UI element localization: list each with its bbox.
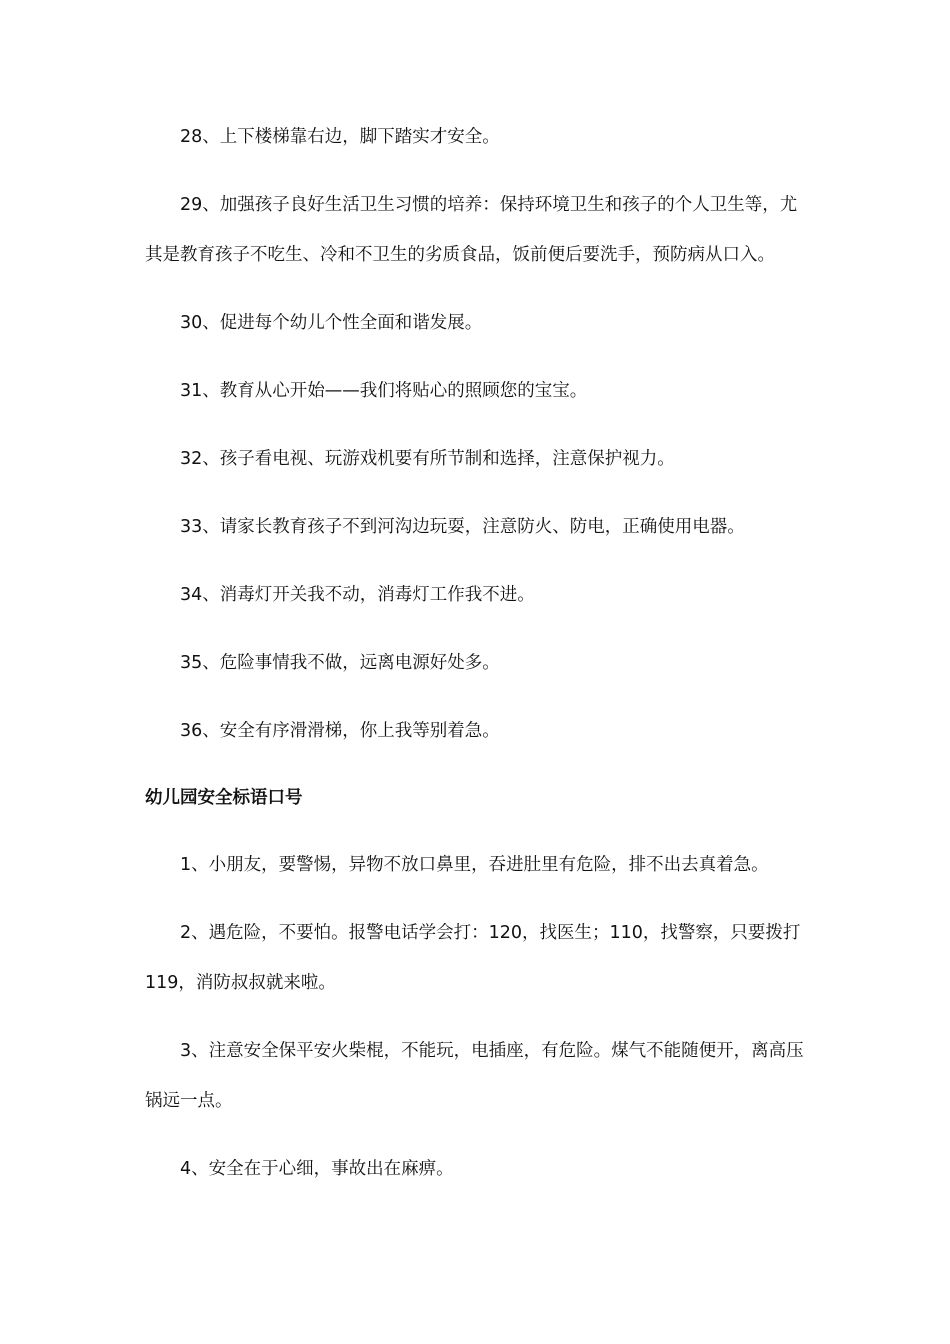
slogan-4: 4、安全在于心细，事故出在麻痹。 xyxy=(180,1159,454,1179)
heading-part-3: 口号 xyxy=(267,788,303,808)
paragraph-31: 31、教育从心开始——我们将贴心的照顾您的宝宝。 xyxy=(180,381,588,401)
paragraph-30: 30、促进每个幼儿个性全面和谐发展。 xyxy=(180,313,483,333)
section-heading xyxy=(145,783,810,813)
heading-part-1: 幼儿园安全 xyxy=(145,788,233,808)
paragraph-35: 35、危险事情我不做，远离电源好处多。 xyxy=(180,653,500,673)
paragraph-36: 36、安全有序滑滑梯，你上我等别着急。 xyxy=(180,721,500,741)
paragraph-32: 32、孩子看电视、玩游戏机要有所节制和选择，注意保护视力。 xyxy=(180,449,675,469)
paragraph-33: 33、请家长教育孩子不到河沟边玩耍，注意防火、防电，正确使用电器。 xyxy=(180,517,745,537)
slogan-3: 3、注意安全保平安火柴棍，不能玩，电插座，有危险。煤气不能随便开，离高压锅远一点。 xyxy=(145,1041,804,1111)
slogan-2: 2、遇危险，不要怕。报警电话学会打：120，找医生；110，找警察，只要拨打119，消防叔叔就来啦。 xyxy=(145,923,801,993)
paragraph-34: 34、消毒灯开关我不动，消毒灯工作我不进。 xyxy=(180,585,535,605)
paragraph-28: 28、上下楼梯靠右边，脚下踏实才安全。 xyxy=(180,127,500,147)
slogan-1: 1、小朋友，要警惕，异物不放口鼻里，吞进肚里有危险，排不出去真着急。 xyxy=(180,855,769,875)
heading-part-2: 标语 xyxy=(232,788,268,808)
paragraph-29: 29、加强孩子良好生活卫生习惯的培养：保持环境卫生和孩子的个人卫生等，尤其是教育孩子不吃生、冷和不卫生的劣质食品，饭前便后要洗手，预防病从口入。 xyxy=(145,195,798,265)
